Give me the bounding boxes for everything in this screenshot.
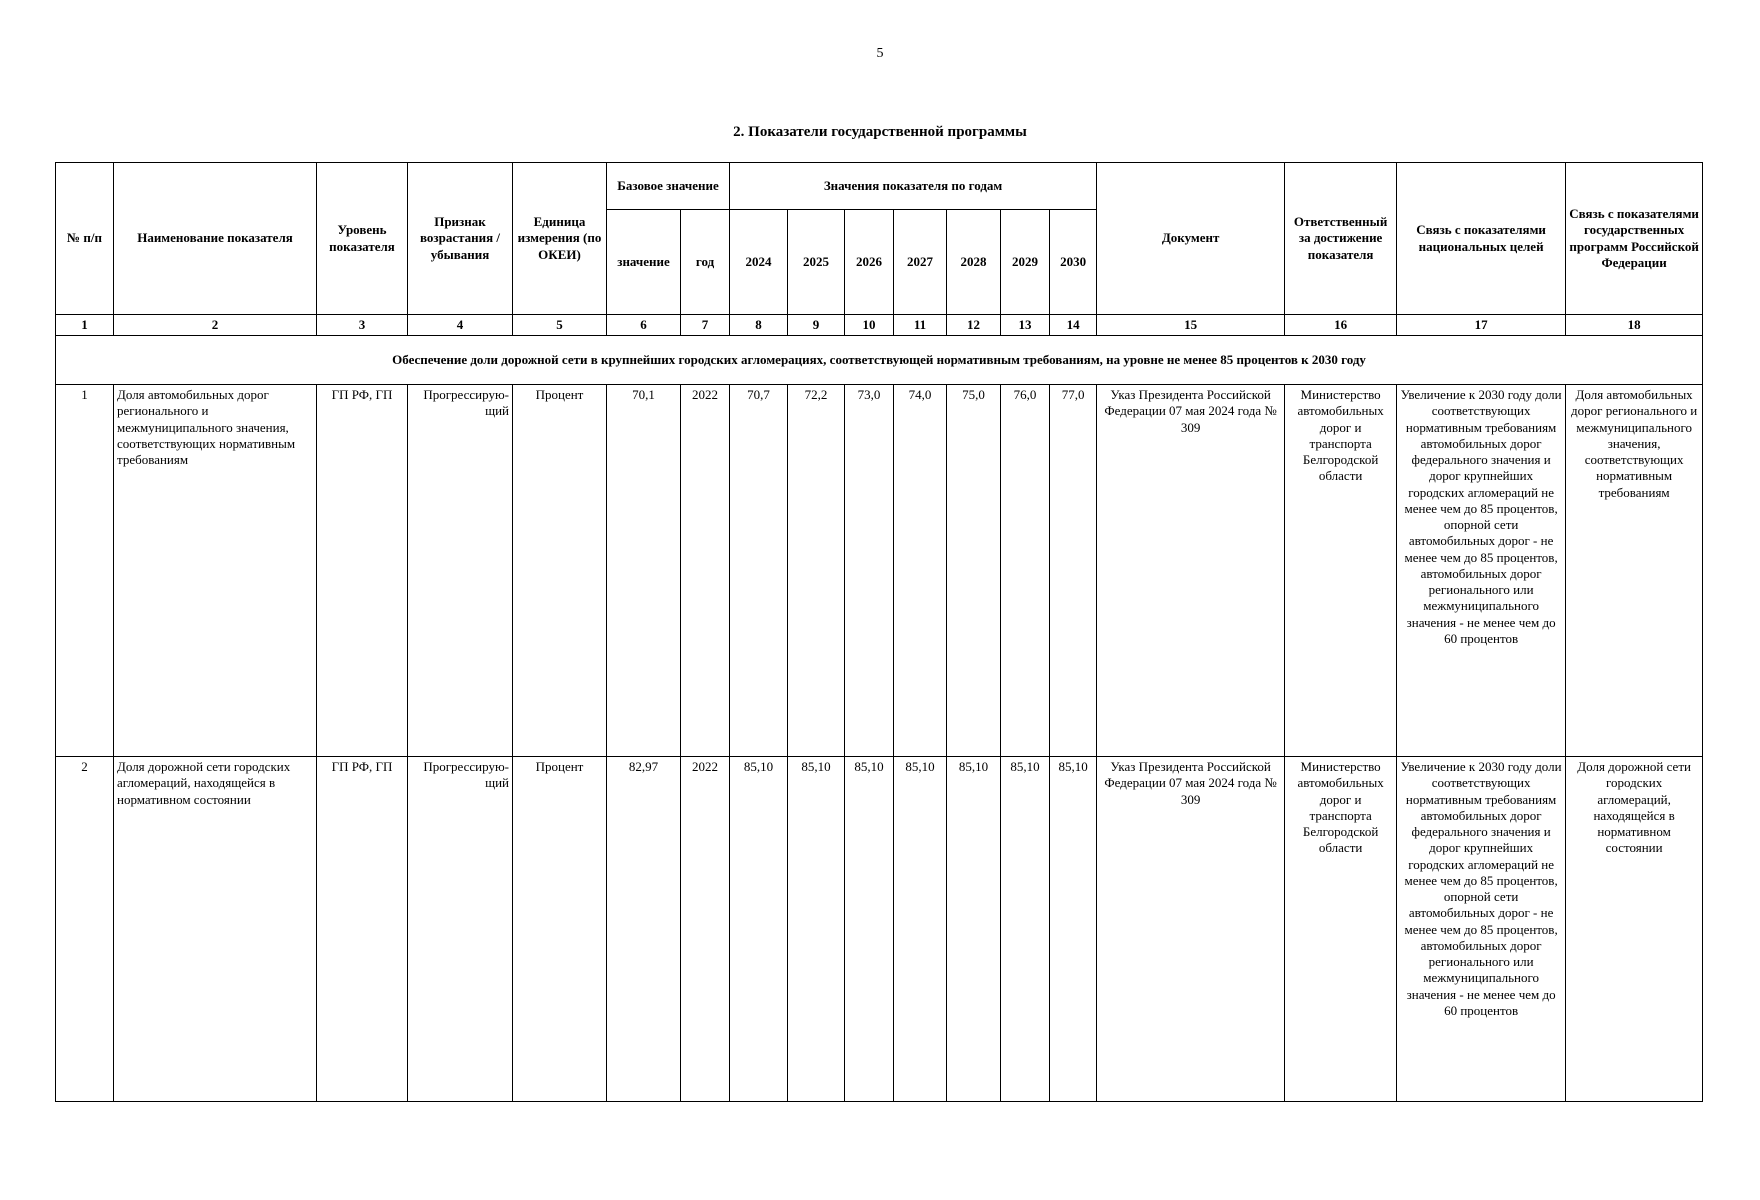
indicator-level: ГП РФ, ГП bbox=[317, 757, 408, 1102]
column-number: 4 bbox=[408, 315, 513, 336]
column-number: 3 bbox=[317, 315, 408, 336]
column-number: 8 bbox=[730, 315, 788, 336]
indicator-unit: Процент bbox=[513, 757, 607, 1102]
base-year: 2022 bbox=[681, 385, 730, 757]
column-number: 14 bbox=[1050, 315, 1097, 336]
header-base-value: значение bbox=[607, 210, 681, 315]
year-value: 73,0 bbox=[845, 385, 894, 757]
year-value: 85,10 bbox=[845, 757, 894, 1102]
year-value: 75,0 bbox=[947, 385, 1001, 757]
column-number: 10 bbox=[845, 315, 894, 336]
column-number: 17 bbox=[1397, 315, 1566, 336]
header-year: 2028 bbox=[947, 210, 1001, 315]
year-value: 85,10 bbox=[1050, 757, 1097, 1102]
column-number: 2 bbox=[114, 315, 317, 336]
indicator-trend: Прогрессирую-щий bbox=[408, 385, 513, 757]
document-ref: Указ Президента Российской Федерации 07 мая 2024 года № 309 bbox=[1097, 757, 1285, 1102]
indicator-unit: Процент bbox=[513, 385, 607, 757]
indicator-level: ГП РФ, ГП bbox=[317, 385, 408, 757]
column-number: 18 bbox=[1566, 315, 1703, 336]
column-number: 12 bbox=[947, 315, 1001, 336]
header-year: 2025 bbox=[788, 210, 845, 315]
indicator-name: Доля дорожной сети городских агломераций, находящейся в нормативном состоянии bbox=[114, 757, 317, 1102]
state-programs-link: Доля автомобильных дорог регионального и межмуниципального значения, соответствующих нормативным требованиям bbox=[1566, 385, 1703, 757]
column-number: 13 bbox=[1001, 315, 1050, 336]
header-year: 2027 bbox=[894, 210, 947, 315]
document-ref: Указ Президента Российской Федерации 07 мая 2024 года № 309 bbox=[1097, 385, 1285, 757]
header-national-goals: Связь с показателями национальных целей bbox=[1397, 163, 1566, 315]
header-level: Уровень показателя bbox=[317, 163, 408, 315]
header-unit: Единица измерения (по ОКЕИ) bbox=[513, 163, 607, 315]
year-value: 85,10 bbox=[947, 757, 1001, 1102]
year-value: 77,0 bbox=[1050, 385, 1097, 757]
state-programs-link: Доля дорожной сети городских агломераций, находящейся в нормативном состоянии bbox=[1566, 757, 1703, 1102]
column-number: 7 bbox=[681, 315, 730, 336]
responsible-body: Министерство автомобильных дорог и транспорта Белгородской области bbox=[1285, 385, 1397, 757]
year-value: 85,10 bbox=[788, 757, 845, 1102]
indicators-table bbox=[55, 162, 1703, 1102]
column-number: 5 bbox=[513, 315, 607, 336]
column-number: 11 bbox=[894, 315, 947, 336]
header-base-group: Базовое значение bbox=[607, 163, 730, 210]
national-goals-link: Увеличение к 2030 году доли соответствующих нормативным требованиям автомобильных дорог федерального значения и дорог крупнейших городских агломераций не менее чем до 85 процентов, опорной сети автомобильных дорог - не менее чем до 85 процентов, автомобильных дорог регионального или межмуниципального значения - не менее чем до 60 процентов bbox=[1397, 385, 1566, 757]
section-row bbox=[56, 336, 1703, 385]
column-number: 9 bbox=[788, 315, 845, 336]
header-num: № п/п bbox=[56, 163, 114, 315]
page-title: 2. Показатели государственной программы bbox=[733, 124, 1027, 140]
page-number: 5 bbox=[876, 46, 884, 61]
table-row bbox=[56, 385, 1703, 757]
responsible-body: Министерство автомобильных дорог и транспорта Белгородской области bbox=[1285, 757, 1397, 1102]
header-years-group: Значения показателя по годам bbox=[730, 163, 1097, 210]
row-number: 1 bbox=[56, 385, 114, 757]
year-value: 76,0 bbox=[1001, 385, 1050, 757]
year-value: 74,0 bbox=[894, 385, 947, 757]
indicator-trend: Прогрессирую-щий bbox=[408, 757, 513, 1102]
year-value: 85,10 bbox=[1001, 757, 1050, 1102]
base-year: 2022 bbox=[681, 757, 730, 1102]
column-number: 16 bbox=[1285, 315, 1397, 336]
table-row bbox=[56, 757, 1703, 1102]
header-responsible: Ответственный за достижение показателя bbox=[1285, 163, 1397, 315]
base-value: 70,1 bbox=[607, 385, 681, 757]
header-trend: Признак возрастания / убывания bbox=[408, 163, 513, 315]
header-year: 2029 bbox=[1001, 210, 1050, 315]
column-numbers-row bbox=[56, 315, 1703, 336]
section-title: Обеспечение доли дорожной сети в крупнейших городских агломерациях, соответствующей нормативным требованиям, на уровне не менее 85 процентов к 2030 году bbox=[56, 336, 1703, 385]
national-goals-link: Увеличение к 2030 году доли соответствующих нормативным требованиям автомобильных дорог федерального значения и дорог крупнейших городских агломераций не менее чем до 85 процентов, опорной сети автомобильных дорог - не менее чем до 85 процентов, автомобильных дорог регионального или межмуниципального значения - не менее чем до 60 процентов bbox=[1397, 757, 1566, 1102]
base-value: 82,97 bbox=[607, 757, 681, 1102]
column-number: 6 bbox=[607, 315, 681, 336]
header-row bbox=[56, 163, 1703, 210]
indicator-name: Доля автомобильных дорог регионального и межмуниципального значения, соответствующих нормативным требованиям bbox=[114, 385, 317, 757]
column-number: 1 bbox=[56, 315, 114, 336]
header-year: 2030 bbox=[1050, 210, 1097, 315]
header-base-year: год bbox=[681, 210, 730, 315]
year-value: 70,7 bbox=[730, 385, 788, 757]
year-value: 72,2 bbox=[788, 385, 845, 757]
year-value: 85,10 bbox=[894, 757, 947, 1102]
header-name: Наименование показателя bbox=[114, 163, 317, 315]
row-number: 2 bbox=[56, 757, 114, 1102]
header-document: Документ bbox=[1097, 163, 1285, 315]
header-state-programs: Связь с показателями государственных программ Российской Федерации bbox=[1566, 163, 1703, 315]
year-value: 85,10 bbox=[730, 757, 788, 1102]
column-number: 15 bbox=[1097, 315, 1285, 336]
header-year: 2024 bbox=[730, 210, 788, 315]
header-year: 2026 bbox=[845, 210, 894, 315]
